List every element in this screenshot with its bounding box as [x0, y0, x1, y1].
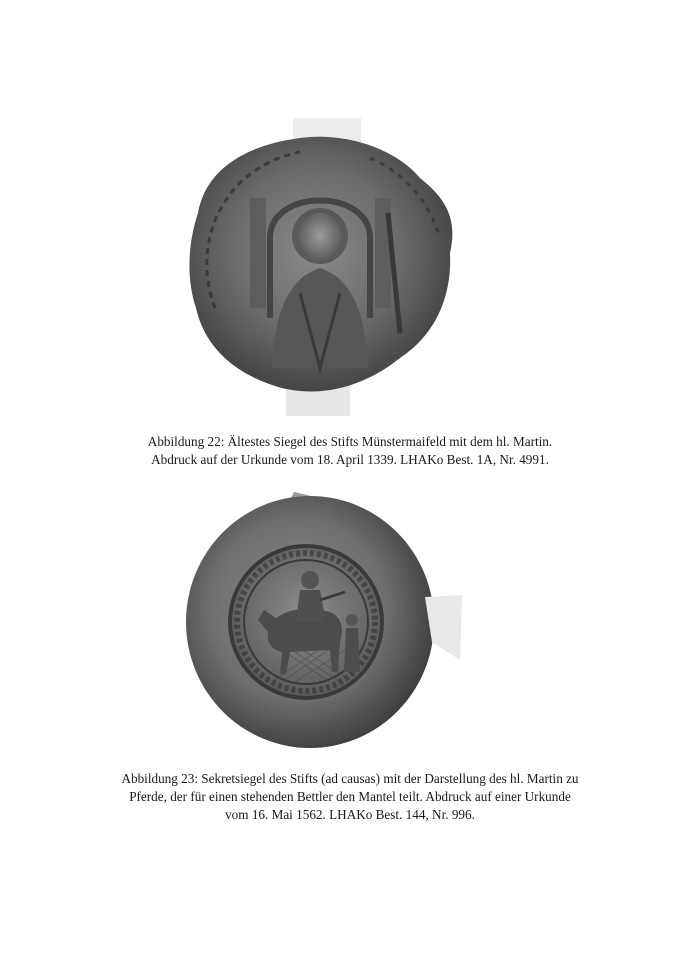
- figure-23-caption: [60, 770, 640, 824]
- caption-line: Abbildung 23: Sekretsiegel des Stifts (ad causas) mit der Darstellung des hl. Martin zu: [121, 771, 579, 786]
- seal-photograph-figure-22: [0, 118, 700, 418]
- figure-22-caption: [60, 433, 640, 469]
- caption-line: Abdruck auf der Urkunde vom 18. April 1339. LHAKo Best. 1A, Nr. 4991.: [151, 452, 549, 467]
- figure-22: [0, 118, 700, 418]
- caption-line: Pferde, der für einen stehenden Bettler den Mantel teilt. Abdruck auf einer Urkunde: [129, 789, 571, 804]
- figure-23: [0, 492, 700, 754]
- caption-line: Abbildung 22: Ältestes Siegel des Stifts Münstermaifeld mit dem hl. Martin.: [147, 434, 553, 449]
- seal-photograph-figure-23: [0, 492, 700, 754]
- caption-line: vom 16. Mai 1562. LHAKo Best. 144, Nr. 996.: [225, 807, 475, 822]
